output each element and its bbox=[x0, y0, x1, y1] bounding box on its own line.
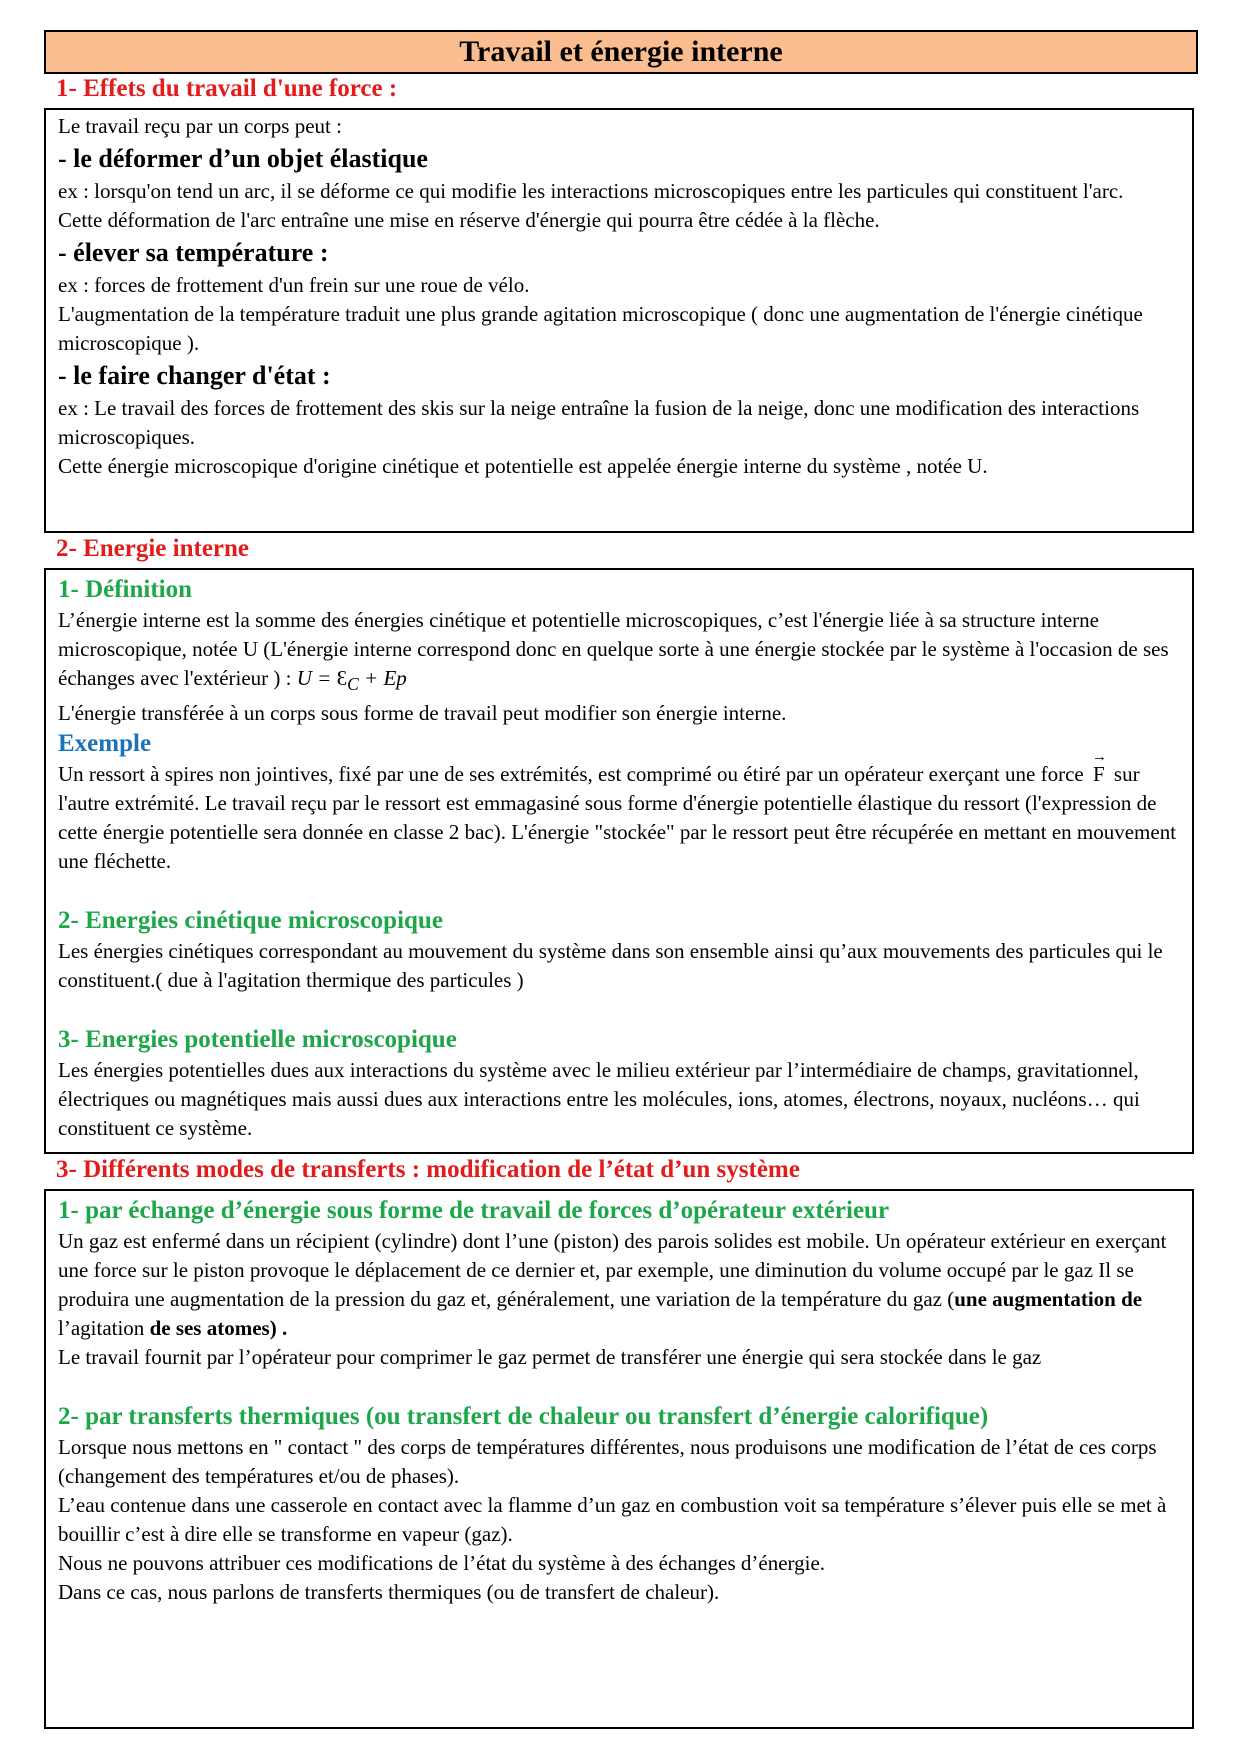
section-1-box bbox=[44, 108, 1194, 533]
item-3-text-1: ex : Le travail des forces de frottement des skis sur la neige entraîne la fusion de la neige, donc une modification des interactions microscopiques. bbox=[58, 396, 1140, 449]
thermal-transfer-text-4: Dans ce cas, nous parlons de transferts thermiques (ou de transfert de chaleur). bbox=[58, 1580, 720, 1604]
section-1-heading: 1- Effets du travail d'une force : bbox=[56, 75, 398, 102]
item-3-text-2: Cette énergie microscopique d'origine cinétique et potentielle est appelée énergie interne du système , notée U. bbox=[58, 454, 988, 478]
thermal-transfer-text-1: Lorsque nous mettons en " contact " des corps de températures différentes, nous produisons une modification de l’état de ces corps (changement des températures et/ou de phases). bbox=[58, 1435, 1157, 1488]
item-2-text-2: L'augmentation de la température traduit une plus grande agitation microscopique ( donc une augmentation de l'énergie cinétique microscopique ). bbox=[58, 302, 1143, 355]
potential-text: Les énergies potentielles dues aux interactions du système avec le milieu extérieur par l’intermédiaire de champs, gravitationnel, électriques ou magnétiques mais aussi dues aux interactions entre les molécules, ions, atomes, électrons, noyaux, nucléons… qui constituent ce système. bbox=[58, 1058, 1140, 1141]
item-2-title: - élever sa température : bbox=[58, 238, 329, 267]
potential-title: 3- Energies potentielle microscopique bbox=[58, 1026, 457, 1054]
section-3-heading: 3- Différents modes de transferts : modification de l’état d’un système bbox=[56, 1156, 800, 1183]
work-transfer-text-2: Le travail fournit par l’opérateur pour comprimer le gaz permet de transférer une énergie qui sera stockée dans le gaz bbox=[58, 1345, 1042, 1369]
internal-energy-formula: $U = Ɛ_C + Ep$ bbox=[296, 666, 407, 695]
item-2-text-1: ex : forces de frottement d'un frein sur une roue de vélo. bbox=[58, 273, 530, 297]
definition-text-2: L'énergie transférée à un corps sous forme de travail peut modifier son énergie interne. bbox=[58, 701, 787, 726]
page-title: Travail et énergie interne bbox=[44, 30, 1198, 74]
section-2-heading: 2- Energie interne bbox=[56, 535, 250, 562]
item-1-title: - le déformer d’un objet élastique bbox=[58, 144, 428, 173]
item-1-text-1: ex : lorsqu'on tend un arc, il se déforme ce qui modifie les interactions microscopiques entre les particules qui constituent l'arc. bbox=[58, 179, 1124, 203]
force-vector: → F bbox=[1093, 760, 1105, 789]
definition-text: L’énergie interne est la somme des énergies cinétique et potentielle microscopiques, c’est l'énergie liée à sa structure interne microscopique, notée U (L'énergie interne correspond donc en quelque sorte à une énergie stockée par le système à l'occasion de ses échanges avec l'extérieur ) : $U = Ɛ_C + Ep$ bbox=[58, 608, 1169, 695]
work-transfer-title: 1- par échange d’énergie sous forme de travail de forces d’opérateur extérieur bbox=[58, 1197, 890, 1224]
section-2-box bbox=[44, 568, 1194, 1154]
thermal-transfer-text-2: L’eau contenue dans une casserole en contact avec la flamme d’un gaz en combustion voit sa température s’élever puis elle se met à bouillir c’est à dire elle se transforme en vapeur (gaz). bbox=[58, 1493, 1167, 1546]
item-1-text-2: Cette déformation de l'arc entraîne une mise en réserve d'énergie qui pourra être cédée à la flèche. bbox=[58, 208, 880, 232]
item-3-title: - le faire changer d'état : bbox=[58, 361, 331, 390]
definition-title: 1- Définition bbox=[58, 576, 193, 603]
work-transfer-text: Un gaz est enfermé dans un récipient (cylindre) dont l’une (piston) des parois solides est mobile. Un opérateur extérieur en exerçant une force sur le piston provoque le déplacement de ce dernier et, par exemple, une diminution du volume occupé par le gaz Il se produira une augmentation de la pression du gaz et, généralement, une variation de la température du gaz (une augmentation de l’agitation de ses atomes) . bbox=[58, 1229, 1167, 1340]
kinetic-title: 2- Energies cinétique microscopique bbox=[58, 907, 443, 935]
intro-text: Le travail reçu par un corps peut : bbox=[58, 114, 342, 138]
example-text: Un ressort à spires non jointives, fixé par une de ses extrémités, est comprimé ou étiré par un opérateur exerçant une force → F sur l'autre extrémité. Le travail reçu par le ressort est emmagasiné sous forme d'énergie potentielle élastique du ressort (l'expression de cette énergie potentielle sera donnée en classe 2 bac). L'énergie "stockée" par le ressort peut être récupérée en mettant en mouvement une fléchette. bbox=[58, 760, 1180, 876]
section-3-box bbox=[44, 1189, 1194, 1729]
example-title: Exemple bbox=[58, 730, 152, 758]
thermal-transfer-text-3: Nous ne pouvons attribuer ces modifications de l’état du système à des échanges d’énergie. bbox=[58, 1551, 826, 1575]
thermal-transfer-title: 2- par transferts thermiques (ou transfert de chaleur ou transfert d’énergie calorifique) bbox=[58, 1403, 989, 1430]
kinetic-text: Les énergies cinétiques correspondant au mouvement du système dans son ensemble ainsi qu’aux mouvements des particules qui le constituent.( due à l'agitation thermique des particules ) bbox=[58, 939, 1163, 993]
